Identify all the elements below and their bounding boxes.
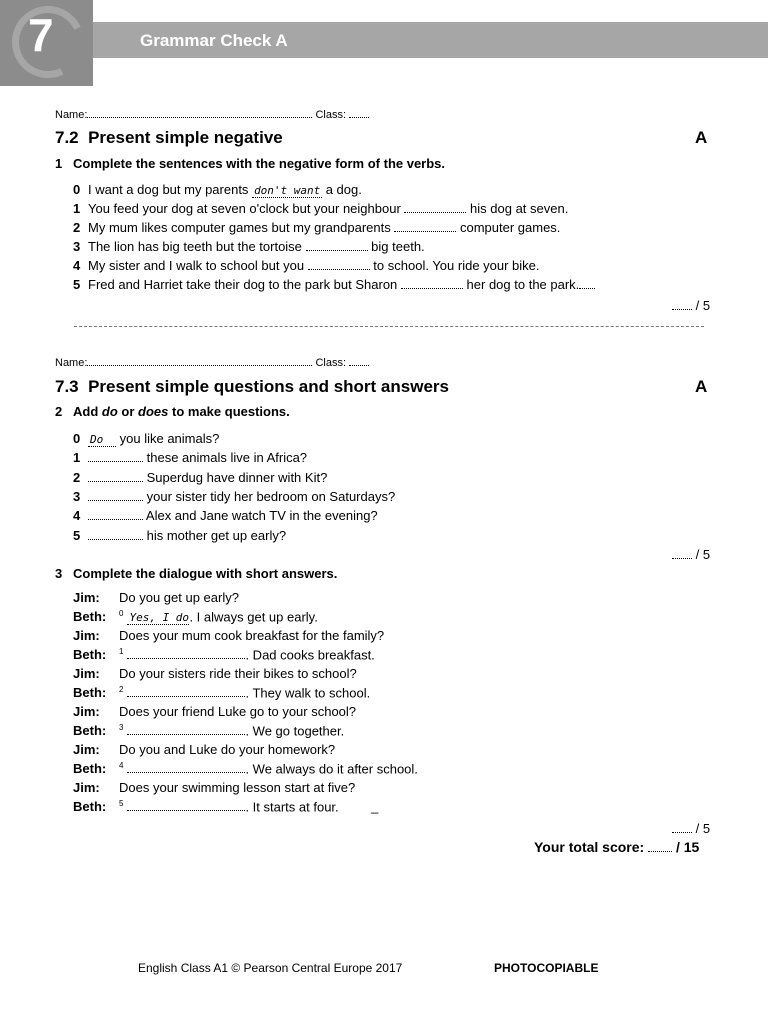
section-title: Present simple questions and short answers <box>88 377 449 396</box>
task2-score: / 5 <box>672 547 710 562</box>
dialogue-line <box>73 704 356 719</box>
speaker-label: Beth: <box>73 647 107 663</box>
dialogue-line <box>73 590 239 605</box>
unit-badge <box>0 0 93 86</box>
sentence-item <box>73 258 540 273</box>
dialogue-line <box>73 609 318 625</box>
speaker-label: Jim: <box>73 666 100 681</box>
item-text-after: computer games. <box>459 220 561 235</box>
question-item <box>73 508 378 523</box>
answer-blank[interactable] <box>308 258 370 270</box>
task-1-instruction: 1 Complete the sentences with the negative form of the verbs. <box>55 156 446 171</box>
dialogue-line <box>73 780 355 795</box>
score-field[interactable] <box>672 823 692 833</box>
answer-blank[interactable] <box>88 528 143 540</box>
class-label: Class: <box>315 109 347 121</box>
dialogue-line <box>73 666 357 681</box>
answer-blank[interactable] <box>394 220 456 232</box>
question-item <box>73 489 395 504</box>
underscore-mark: _ <box>371 799 379 814</box>
speaker-label: Beth: <box>73 685 107 701</box>
section-title: Present simple negative <box>88 128 283 147</box>
class-field[interactable] <box>349 108 369 118</box>
section-heading-7-3 <box>55 377 449 397</box>
answer-blank[interactable] <box>88 489 143 501</box>
item-text-after: to school. You ride your bike. <box>373 258 540 273</box>
dialogue-line <box>73 685 370 700</box>
sentence-item <box>73 239 425 254</box>
answer-blank[interactable] <box>127 799 245 811</box>
gap-number: 3 <box>119 723 124 732</box>
dialogue-text: . It starts at four. <box>245 799 339 815</box>
speaker-label: Jim: <box>73 628 100 643</box>
dialogue-line <box>73 761 418 776</box>
dialogue-text: Do your sisters ride their bikes to school? <box>119 666 357 681</box>
item-number: 0 <box>73 431 81 446</box>
question-item <box>73 431 219 447</box>
sentence-item <box>73 201 568 216</box>
answer-blank[interactable] <box>88 450 143 462</box>
speaker-label: Jim: <box>73 704 100 719</box>
speaker-label: Jim: <box>73 742 100 757</box>
question-text: Superdug have dinner with Kit? <box>146 469 328 485</box>
dialogue-line <box>73 628 384 643</box>
answer-blank[interactable] <box>88 508 143 520</box>
item-number: 1 <box>73 450 81 466</box>
dialogue-text: Do you and Luke do your homework? <box>119 742 336 757</box>
item-number: 1 <box>73 201 81 216</box>
score-field[interactable] <box>672 300 692 310</box>
level-badge: A <box>695 128 708 147</box>
speaker-label: Beth: <box>73 761 107 777</box>
answer-blank[interactable] <box>127 647 245 659</box>
sentence-item <box>73 220 560 235</box>
cut-line <box>74 326 704 327</box>
item-text-after: a dog. <box>325 182 362 197</box>
answer-blank[interactable] <box>88 470 143 482</box>
item-number: 0 <box>73 182 81 197</box>
item-number: 2 <box>73 220 81 235</box>
gap-number: 2 <box>119 685 124 694</box>
name-label: Name: <box>55 109 88 121</box>
dialogue-text: Does your swimming lesson start at five? <box>119 780 356 795</box>
item-number: 4 <box>73 258 81 273</box>
item-text-before: My mum likes computer games but my grandparents <box>88 220 391 235</box>
item-text-before: Fred and Harriet take their dog to the park but Sharon <box>88 277 398 292</box>
name-class-row-2 <box>55 356 369 369</box>
dialogue-line <box>73 799 339 814</box>
section-heading-7-2 <box>55 128 283 148</box>
answer-blank[interactable] <box>404 201 466 213</box>
speaker-label: Beth: <box>73 609 107 625</box>
item-number: 3 <box>73 239 81 254</box>
item-number: 3 <box>73 488 81 504</box>
item-text-before: My sister and I walk to school but you <box>88 258 305 273</box>
name-class-row-1 <box>55 108 369 121</box>
class-field[interactable] <box>349 356 369 366</box>
section-number: 7.2 <box>55 128 79 147</box>
item-number: 5 <box>73 527 81 543</box>
level-badge: A <box>695 377 708 396</box>
answer-example: don't want <box>254 184 321 197</box>
answer-blank[interactable] <box>401 277 463 289</box>
sentence-item <box>73 277 595 292</box>
item-number: 2 <box>73 469 81 485</box>
title-bar <box>93 22 768 58</box>
total-score-field[interactable] <box>648 842 672 852</box>
footer-copyright: English Class A1 © Pearson Central Europe 2017 <box>138 961 403 975</box>
task3-score: / 5 <box>672 821 710 836</box>
name-field[interactable] <box>87 356 312 366</box>
speaker-label: Beth: <box>73 723 107 739</box>
question-text: you like animals? <box>119 431 220 446</box>
speaker-label: Beth: <box>73 799 107 815</box>
question-item <box>73 470 327 485</box>
item-text-before: The lion has big teeth but the tortoise <box>88 239 302 254</box>
dialogue-text: . Dad cooks breakfast. <box>245 647 375 663</box>
section-number: 7.3 <box>55 377 79 396</box>
dialogue-text: . We go together. <box>245 723 345 739</box>
item-number: 4 <box>73 508 81 524</box>
gap-number: 5 <box>119 799 124 808</box>
answer-example: Do <box>88 433 116 447</box>
total-score: Your total score: / 15 <box>534 839 700 855</box>
answer-blank[interactable] <box>306 239 368 251</box>
dialogue-text: Does your mum cook breakfast for the family? <box>119 628 385 643</box>
dialogue-text: . I always get up early. <box>189 609 318 625</box>
task-3-instruction: 3 Complete the dialogue with short answers. <box>55 566 338 581</box>
dialogue-text: . We always do it after school. <box>245 761 418 777</box>
item-text-before: I want a dog but my parents <box>88 182 249 197</box>
speaker-label: Jim: <box>73 780 100 795</box>
footer-photocopiable: PHOTOCOPIABLE <box>494 961 599 975</box>
question-text: his mother get up early? <box>146 527 287 543</box>
item-text-after: his dog at seven. <box>470 201 569 216</box>
dialogue-line <box>73 742 335 757</box>
gap-number: 0 <box>119 609 124 618</box>
page-title: Grammar Check A <box>140 31 288 50</box>
question-item <box>73 528 286 543</box>
answer-example: Yes, I do <box>129 611 190 625</box>
dialogue-text: . They walk to school. <box>245 685 371 701</box>
sentence-item <box>73 182 362 198</box>
question-text: your sister tidy her bedroom on Saturdays? <box>146 488 396 504</box>
gap-number: 1 <box>119 647 124 656</box>
question-text: Alex and Jane watch TV in the evening? <box>145 508 378 524</box>
dialogue-line <box>73 723 344 738</box>
section1-score: / 5 <box>672 298 710 313</box>
item-text-after: big teeth. <box>371 239 425 254</box>
item-number: 5 <box>73 277 81 292</box>
unit-number: 7 <box>28 9 54 61</box>
answer-blank[interactable] <box>127 723 245 735</box>
score-field[interactable] <box>672 549 692 559</box>
question-text: these animals live in Africa? <box>146 450 308 466</box>
item-text-before: You feed your dog at seven o'clock but your neighbour <box>88 201 401 216</box>
name-label: Name: <box>55 357 88 369</box>
speaker-label: Jim: <box>73 590 100 605</box>
gap-number: 4 <box>119 761 124 770</box>
dialogue-text: Do you get up early? <box>119 590 239 605</box>
dialogue-line <box>73 647 375 662</box>
answer-blank[interactable] <box>127 685 245 697</box>
answer-blank[interactable] <box>127 761 245 773</box>
question-item <box>73 450 307 465</box>
class-label: Class: <box>315 357 347 369</box>
name-field[interactable] <box>87 108 312 118</box>
dialogue-text: Does your friend Luke go to your school? <box>119 704 357 719</box>
item-text-after: her dog to the park. <box>466 277 580 292</box>
task-2-instruction: 2 Add do or does to make questions. <box>55 404 290 419</box>
trailing-blank[interactable] <box>579 277 595 289</box>
